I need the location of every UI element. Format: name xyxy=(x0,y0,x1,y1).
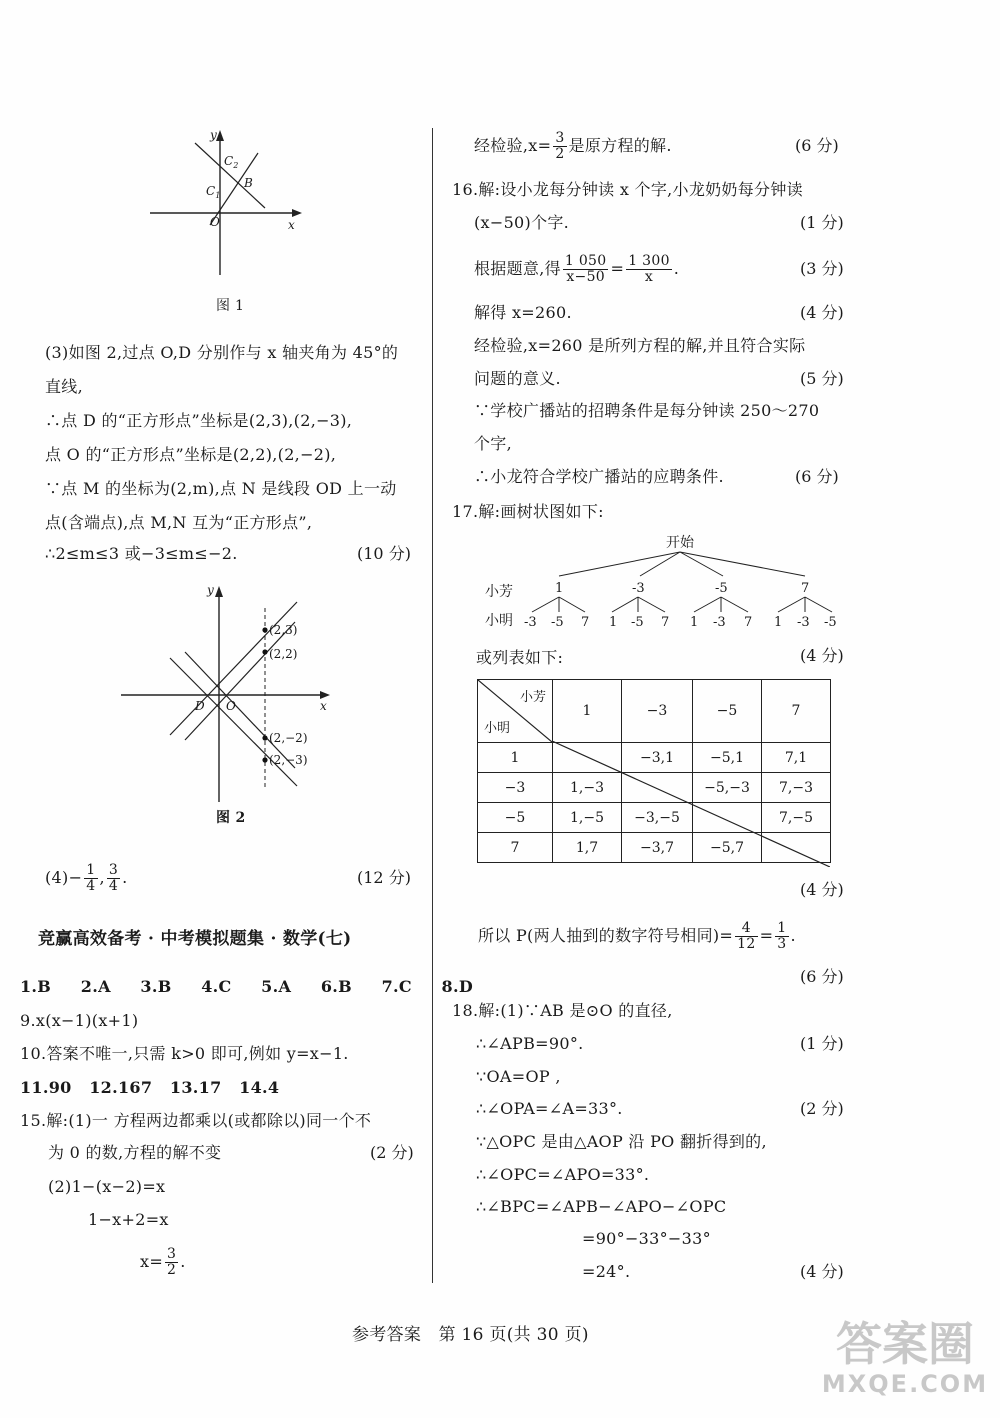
frac-denominator: 2 xyxy=(555,146,565,162)
q17-line1: 17.解:画树状图如下: xyxy=(452,502,604,521)
tree-leaf: 1 xyxy=(609,615,618,630)
table-row-header: −3 xyxy=(478,773,553,803)
answers-1-8 xyxy=(20,977,473,997)
figure-2 xyxy=(115,580,340,810)
q16-line2-points: (1 分) xyxy=(800,213,844,232)
fig1-b-label: B xyxy=(244,176,253,190)
tree-first-1: 1 xyxy=(555,581,564,596)
tree-leaf: 7 xyxy=(744,615,753,630)
fig2-point-2-m3 xyxy=(262,757,267,762)
table-col-header: 7 xyxy=(762,680,831,743)
table-corner-left: 小明 xyxy=(484,721,511,736)
q14-part4-frac2 xyxy=(107,863,120,894)
q15-check-points: (6 分) xyxy=(795,136,839,155)
q14-part4-end: . xyxy=(122,868,128,887)
q14-part3-line3: ∴点 D 的“正方形点”坐标是(2,3),(2,−3), xyxy=(45,411,353,430)
page-footer: 参考答案 第 16 页(共 30 页) xyxy=(352,1325,589,1345)
table-cell: 1,−5 xyxy=(553,803,622,833)
table-col-header: −3 xyxy=(622,680,693,743)
frac-denominator: 3 xyxy=(777,936,787,952)
watermark-url: MXQE.COM xyxy=(821,1370,989,1398)
table-cell: −5,−3 xyxy=(693,773,762,803)
tree-start: 开始 xyxy=(666,535,694,551)
fig1-caption: 图 1 xyxy=(216,298,245,314)
frac-denominator: x xyxy=(644,269,654,285)
tree-leaf: 1 xyxy=(690,615,699,630)
q18-line4-points: (2 分) xyxy=(800,1099,844,1118)
q16-line3-a: 根据题意,得 xyxy=(474,259,561,278)
q16-line5: 经检验,x=260 是所列方程的解,并且符合实际 xyxy=(474,336,806,355)
table-diagonal xyxy=(552,741,830,867)
tree-leaf: 7 xyxy=(581,615,590,630)
q16-line6: 问题的意义. xyxy=(474,369,561,388)
tree-leaf: -5 xyxy=(824,615,837,630)
answers-11-14 xyxy=(20,1078,279,1098)
svg-text:C2 xyxy=(224,154,238,170)
fig2-point-2-2 xyxy=(262,649,267,654)
q17-line2: 或列表如下: xyxy=(476,648,564,667)
fig1-c2-sub: 2 xyxy=(233,161,239,170)
q14-part4-sep: , xyxy=(99,868,105,887)
q15-line5 xyxy=(140,1244,186,1280)
column-divider xyxy=(432,128,433,1283)
q18-line9: =24°. xyxy=(582,1262,631,1281)
q15-line5-end: . xyxy=(180,1252,186,1271)
q14-part4 xyxy=(45,860,128,896)
fig1-c1-label: C xyxy=(206,184,216,198)
q14-part3-points: (10 分) xyxy=(357,544,411,563)
q14-part3-line1: (3)如图 2,过点 O,D 分别作与 x 轴夹角为 45°的 xyxy=(45,343,399,362)
fig2-point-label-2: (2,2) xyxy=(269,647,298,661)
q16-eq: = xyxy=(610,259,625,278)
q14-part3-line6: 点(含端点),点 M,N 互为“正方形点”, xyxy=(45,513,313,532)
q16-frac1 xyxy=(563,254,609,285)
fig2-origin-label: O xyxy=(226,699,236,713)
table-col-header: −5 xyxy=(693,680,762,743)
table-corner xyxy=(478,680,553,743)
fig2-point-2-m2 xyxy=(262,735,267,740)
q16-line9: ∴小龙符合学校广播站的应聘条件. xyxy=(474,467,724,486)
fig2-y-label: y xyxy=(207,583,214,597)
q17-probability xyxy=(478,916,796,956)
q14-part3-line7: ∴2≤m≤3 或−3≤m≤−2. xyxy=(45,544,238,563)
q17-table-points: (4 分) xyxy=(800,880,844,899)
frac-numerator: 4 xyxy=(735,921,757,937)
q18-line7: ∴∠BPC=∠APB−∠APO−∠OPC xyxy=(476,1197,727,1216)
q18-line2: ∴∠APB=90°. xyxy=(476,1034,584,1053)
fig2-d-label: D xyxy=(195,699,205,713)
answer-11: 11.90 xyxy=(20,1078,72,1097)
q18-line5: ∵△OPC 是由△AOP 沿 PO 翻折得到的, xyxy=(476,1132,767,1151)
q18-line6: ∴∠OPC=∠APO=33°. xyxy=(476,1165,650,1184)
figure-1 xyxy=(140,125,320,285)
fig2-point-label-4: (2,−3) xyxy=(269,753,308,767)
q16-line6-points: (5 分) xyxy=(800,369,844,388)
q16-line8: 个字, xyxy=(474,434,512,453)
q16-line3 xyxy=(474,249,679,289)
tree-row2-label: 小明 xyxy=(485,613,513,629)
table-cell: −5,7 xyxy=(693,833,762,863)
tree-diagram xyxy=(475,530,855,635)
answer-10: 10.答案不唯一,只需 k>0 即可,例如 y=x−1. xyxy=(20,1044,349,1063)
tree-first-3: -5 xyxy=(715,581,728,596)
q15-line5-lhs: x= xyxy=(140,1252,164,1271)
q15-points: (2 分) xyxy=(370,1143,414,1162)
frac-numerator: 3 xyxy=(555,130,565,146)
fig1-c2-label: C xyxy=(224,154,234,168)
frac-denominator: 2 xyxy=(167,1262,177,1278)
table-row-header: 1 xyxy=(478,743,553,773)
q14-part4-points: (12 分) xyxy=(357,868,411,887)
frac-numerator: 1 050 xyxy=(564,253,607,269)
tree-leaf: 7 xyxy=(661,615,670,630)
q16-line7: ∵学校广播站的招聘条件是每分钟读 250～270 xyxy=(474,401,820,420)
q18-line1: 18.解:(1)∵AB 是⊙O 的直径, xyxy=(452,1001,673,1020)
q16-line4-points: (4 分) xyxy=(800,303,844,322)
tree-leaf: -5 xyxy=(551,615,564,630)
table-cell: −5,1 xyxy=(693,743,762,773)
answer-1: 1.B xyxy=(20,977,52,996)
q16-line3-b: . xyxy=(673,259,680,278)
q17-eq: = xyxy=(759,926,774,945)
q16-line4: 解得 x=260. xyxy=(474,303,572,322)
frac-numerator: 1 300 xyxy=(628,253,670,269)
q15-line2: 为 0 的数,方程的解不变 xyxy=(48,1143,222,1162)
q18-line9-points: (4 分) xyxy=(800,1262,844,1281)
q14-part4-frac1 xyxy=(84,863,97,894)
tree-first-4: 7 xyxy=(801,581,810,596)
table-cell: 1,−3 xyxy=(553,773,622,803)
section-title: 竞赢高效备考 · 中考模拟题集 · 数学(七) xyxy=(38,929,352,949)
tree-leaf: -3 xyxy=(713,615,726,630)
fig1-c1-sub: 1 xyxy=(215,191,221,200)
q14-part3-line2: 直线, xyxy=(45,377,83,396)
q17-probability-points: (6 分) xyxy=(800,967,844,986)
q15-line5-frac xyxy=(165,1247,178,1278)
fig1-y-label: y xyxy=(210,128,217,142)
table-row-header: 7 xyxy=(478,833,553,863)
tree-first-2: -3 xyxy=(632,581,645,596)
q17-line2-points: (4 分) xyxy=(800,646,844,665)
tree-row1-label: 小芳 xyxy=(485,584,513,600)
table-cell: −3,−5 xyxy=(622,803,693,833)
q15-line1: 15.解:(1)一 方程两边都乘以(或都除以)同一个不 xyxy=(20,1111,372,1130)
q15-check-frac xyxy=(553,131,566,162)
q14-part3-line4: 点 O 的“正方形点”坐标是(2,2),(2,−2), xyxy=(45,445,337,464)
q15-line3: (2)1−(x−2)=x xyxy=(48,1177,166,1196)
q15-check xyxy=(474,128,672,164)
q16-frac2 xyxy=(626,254,672,285)
q18-line2-points: (1 分) xyxy=(800,1034,844,1053)
answer-12: 12.167 xyxy=(89,1078,153,1097)
q17-prob-a: 所以 P(两人抽到的数字符号相同)= xyxy=(478,926,734,945)
answer-8: 8.D xyxy=(441,977,474,996)
answer-7: 7.C xyxy=(381,977,412,996)
fig2-point-2-3 xyxy=(262,627,267,632)
fig1-x-label: x xyxy=(288,218,295,232)
q18-line3: ∵OA=OP , xyxy=(476,1067,561,1086)
fig2-point-label-3: (2,−2) xyxy=(269,731,308,745)
fig2-point-label-1: (2,3) xyxy=(269,623,298,637)
frac-denominator: 4 xyxy=(86,878,96,894)
table-corner-top: 小芳 xyxy=(519,690,546,705)
q15-check-b: 是原方程的解. xyxy=(568,136,672,155)
table-cell: 7,−5 xyxy=(762,803,831,833)
table-cell: 7,−3 xyxy=(762,773,831,803)
tree-leaf: 1 xyxy=(774,615,783,630)
watermark xyxy=(820,1318,990,1410)
answer-2: 2.A xyxy=(80,977,111,996)
tree-leaf: -5 xyxy=(631,615,644,630)
q14-part3-line5: ∵点 M 的坐标为(2,m),点 N 是线段 OD 上一动 xyxy=(45,479,397,498)
answer-3: 3.B xyxy=(140,977,172,996)
answer-13: 13.17 xyxy=(169,1078,222,1097)
answer-6: 6.B xyxy=(320,977,352,996)
answer-9: 9.x(x−1)(x+1) xyxy=(20,1011,139,1030)
answer-14: 14.4 xyxy=(239,1078,280,1097)
fig2-x-label: x xyxy=(320,699,327,713)
fig2-caption: 图 2 xyxy=(216,810,246,826)
q17-frac1 xyxy=(735,921,757,952)
table-cell: −3,7 xyxy=(622,833,693,863)
table-row-header: −5 xyxy=(478,803,553,833)
tree-leaf: -3 xyxy=(797,615,810,630)
frac-denominator: 4 xyxy=(108,878,119,894)
q17-prob-b: . xyxy=(790,926,796,945)
q16-line9-points: (6 分) xyxy=(795,467,839,486)
table-col-header: 1 xyxy=(553,680,622,743)
tree-leaf: -3 xyxy=(524,615,537,630)
answer-5: 5.A xyxy=(261,977,292,996)
table-cell: 1,7 xyxy=(553,833,622,863)
frac-numerator: 1 xyxy=(777,920,787,936)
q16-line3-points: (3 分) xyxy=(800,259,844,278)
q18-line8: =90°−33°−33° xyxy=(582,1229,711,1248)
q16-line2: (x−50)个字. xyxy=(474,213,570,232)
table-cell: −3,1 xyxy=(622,743,693,773)
frac-denominator: x−50 xyxy=(566,269,605,285)
q15-check-a: 经检验,x= xyxy=(474,136,552,155)
q15-line4: 1−x+2=x xyxy=(88,1210,169,1229)
frac-numerator: 1 xyxy=(86,862,96,878)
frac-numerator: 3 xyxy=(108,862,119,878)
table-row xyxy=(478,680,831,743)
frac-numerator: 3 xyxy=(167,1246,177,1262)
q18-line4: ∴∠OPA=∠A=33°. xyxy=(476,1099,623,1118)
table-cell: 7,1 xyxy=(762,743,831,773)
answer-4: 4.C xyxy=(201,977,232,996)
frac-denominator: 12 xyxy=(737,936,756,952)
watermark-logo-text: 答案圈 xyxy=(836,1317,974,1371)
q17-frac2 xyxy=(775,921,788,952)
svg-text:C1 xyxy=(206,184,220,200)
q16-line1: 16.解:设小龙每分钟读 x 个字,小龙奶奶每分钟读 xyxy=(452,180,803,199)
fig1-origin-label: O xyxy=(210,215,220,229)
q14-part4-pre: (4)− xyxy=(45,868,83,887)
